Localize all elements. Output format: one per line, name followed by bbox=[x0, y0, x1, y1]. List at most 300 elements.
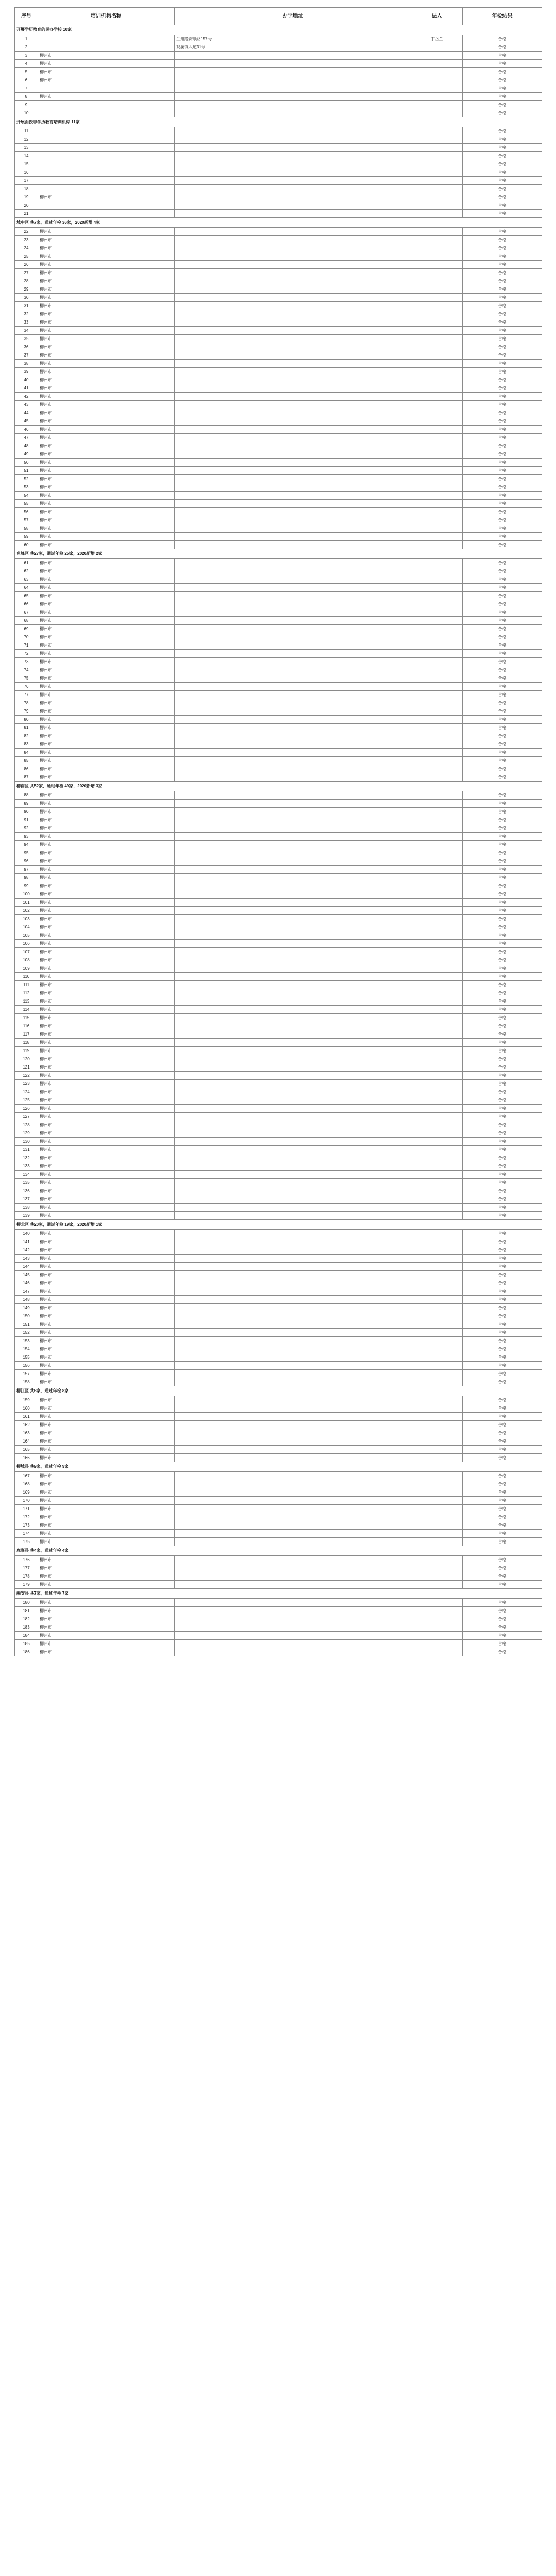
inspection-result: 合格 bbox=[463, 84, 542, 93]
org-address bbox=[175, 417, 411, 426]
org-address bbox=[175, 360, 411, 368]
row-number: 13 bbox=[15, 144, 38, 152]
inspection-result: 合格 bbox=[463, 160, 542, 168]
legal-person bbox=[411, 641, 463, 650]
org-name: 柳州市 bbox=[38, 310, 175, 318]
org-name: 柳州市 bbox=[38, 1271, 175, 1279]
inspection-result: 合格 bbox=[463, 1204, 542, 1212]
org-address bbox=[175, 1179, 411, 1187]
row-number: 78 bbox=[15, 699, 38, 707]
row-number: 21 bbox=[15, 210, 38, 218]
inspection-result: 合格 bbox=[463, 1088, 542, 1096]
org-name: 柳州市 bbox=[38, 956, 175, 964]
org-name: 柳州市 bbox=[38, 1138, 175, 1146]
org-address bbox=[175, 533, 411, 541]
row-number: 103 bbox=[15, 915, 38, 923]
org-name: 柳州市 bbox=[38, 261, 175, 269]
inspection-result: 合格 bbox=[463, 1648, 542, 1656]
legal-person bbox=[411, 625, 463, 633]
inspection-result: 合格 bbox=[463, 168, 542, 177]
legal-person bbox=[411, 1088, 463, 1096]
row-number: 105 bbox=[15, 931, 38, 940]
org-name: 柳州市 bbox=[38, 915, 175, 923]
legal-person bbox=[411, 500, 463, 508]
inspection-result: 合格 bbox=[463, 866, 542, 874]
legal-person bbox=[411, 1146, 463, 1154]
table-row bbox=[15, 252, 542, 261]
row-number: 165 bbox=[15, 1446, 38, 1454]
org-address bbox=[175, 882, 411, 890]
org-name: 柳州市 bbox=[38, 475, 175, 483]
row-number: 104 bbox=[15, 923, 38, 931]
legal-person bbox=[411, 541, 463, 549]
table-row bbox=[15, 1480, 542, 1488]
row-number: 35 bbox=[15, 335, 38, 343]
org-name: 柳州市 bbox=[38, 617, 175, 625]
org-address bbox=[175, 699, 411, 707]
inspection-result: 合格 bbox=[463, 600, 542, 608]
row-number: 178 bbox=[15, 1572, 38, 1581]
table-row bbox=[15, 524, 542, 533]
legal-person bbox=[411, 791, 463, 800]
inspection-result: 合格 bbox=[463, 500, 542, 508]
inspection-result: 合格 bbox=[463, 1187, 542, 1195]
row-number: 97 bbox=[15, 866, 38, 874]
table-row bbox=[15, 874, 542, 882]
legal-person bbox=[411, 1279, 463, 1287]
legal-person bbox=[411, 866, 463, 874]
legal-person bbox=[411, 724, 463, 732]
table-row bbox=[15, 1279, 542, 1287]
table-row bbox=[15, 824, 542, 833]
legal-person bbox=[411, 1538, 463, 1546]
table-row bbox=[15, 658, 542, 666]
org-address bbox=[175, 567, 411, 575]
org-name: 柳州市 bbox=[38, 1030, 175, 1039]
table-row bbox=[15, 1337, 542, 1345]
org-name: 柳州市 bbox=[38, 716, 175, 724]
inspection-result: 合格 bbox=[463, 228, 542, 236]
table-row bbox=[15, 360, 542, 368]
table-row bbox=[15, 1047, 542, 1055]
org-name: 柳州市 bbox=[38, 1279, 175, 1287]
inspection-result: 合格 bbox=[463, 559, 542, 567]
org-address bbox=[175, 1212, 411, 1220]
table-row bbox=[15, 931, 542, 940]
org-name: 柳州市 bbox=[38, 1006, 175, 1014]
org-address bbox=[175, 127, 411, 135]
org-address bbox=[175, 841, 411, 849]
org-address bbox=[175, 584, 411, 592]
legal-person bbox=[411, 1195, 463, 1204]
legal-person bbox=[411, 475, 463, 483]
table-row bbox=[15, 244, 542, 252]
legal-person bbox=[411, 1472, 463, 1480]
org-address bbox=[175, 152, 411, 160]
org-address bbox=[175, 269, 411, 277]
section-title: 柳南区 共52家，通过年检 49家，2020新增 3家 bbox=[15, 782, 542, 791]
row-number: 84 bbox=[15, 749, 38, 757]
inspection-result: 合格 bbox=[463, 1480, 542, 1488]
org-address bbox=[175, 343, 411, 351]
org-address bbox=[175, 1072, 411, 1080]
legal-person bbox=[411, 152, 463, 160]
row-number: 126 bbox=[15, 1105, 38, 1113]
row-number: 56 bbox=[15, 508, 38, 516]
org-name: 柳州市 bbox=[38, 1480, 175, 1488]
row-number: 142 bbox=[15, 1246, 38, 1255]
legal-person bbox=[411, 68, 463, 76]
inspection-result: 合格 bbox=[463, 907, 542, 915]
org-name: 柳州市 bbox=[38, 866, 175, 874]
inspection-result: 合格 bbox=[463, 318, 542, 327]
row-number: 62 bbox=[15, 567, 38, 575]
inspection-result: 合格 bbox=[463, 1030, 542, 1039]
org-address bbox=[175, 1146, 411, 1154]
inspection-result: 合格 bbox=[463, 1006, 542, 1014]
org-name: 柳州市 bbox=[38, 791, 175, 800]
org-name: 柳州市 bbox=[38, 674, 175, 683]
inspection-result: 合格 bbox=[463, 269, 542, 277]
row-number: 139 bbox=[15, 1212, 38, 1220]
legal-person bbox=[411, 749, 463, 757]
inspection-result: 合格 bbox=[463, 1154, 542, 1162]
org-name bbox=[38, 101, 175, 109]
table-row bbox=[15, 964, 542, 973]
org-name: 柳州市 bbox=[38, 765, 175, 773]
header-seq: 序号 bbox=[15, 8, 38, 25]
legal-person bbox=[411, 1006, 463, 1014]
row-number: 152 bbox=[15, 1329, 38, 1337]
section-title: 柳江区 共8家，通过年检 8家 bbox=[15, 1386, 542, 1396]
inspection-result: 合格 bbox=[463, 732, 542, 740]
org-address bbox=[175, 1454, 411, 1462]
inspection-result: 合格 bbox=[463, 261, 542, 269]
inspection-result: 合格 bbox=[463, 1287, 542, 1296]
table-row bbox=[15, 35, 542, 43]
legal-person bbox=[411, 1345, 463, 1353]
table-row bbox=[15, 1329, 542, 1337]
row-number: 52 bbox=[15, 475, 38, 483]
table-row bbox=[15, 1014, 542, 1022]
legal-person bbox=[411, 450, 463, 459]
legal-person bbox=[411, 144, 463, 152]
inspection-result: 合格 bbox=[463, 343, 542, 351]
row-number: 61 bbox=[15, 559, 38, 567]
org-name: 柳州市 bbox=[38, 1556, 175, 1564]
inspection-result: 合格 bbox=[463, 177, 542, 185]
table-row bbox=[15, 351, 542, 360]
inspection-result: 合格 bbox=[463, 401, 542, 409]
legal-person bbox=[411, 52, 463, 60]
table-row bbox=[15, 866, 542, 874]
inspection-result: 合格 bbox=[463, 674, 542, 683]
org-name: 柳州市 bbox=[38, 1195, 175, 1204]
section-row bbox=[15, 117, 542, 127]
inspection-result: 合格 bbox=[463, 135, 542, 144]
legal-person bbox=[411, 442, 463, 450]
inspection-result: 合格 bbox=[463, 1047, 542, 1055]
legal-person bbox=[411, 890, 463, 899]
org-name: 柳州市 bbox=[38, 360, 175, 368]
org-name: 柳州市 bbox=[38, 666, 175, 674]
table-row bbox=[15, 508, 542, 516]
inspection-result: 合格 bbox=[463, 508, 542, 516]
org-name: 柳州市 bbox=[38, 1246, 175, 1255]
inspection-result: 合格 bbox=[463, 1063, 542, 1072]
legal-person bbox=[411, 658, 463, 666]
row-number: 91 bbox=[15, 816, 38, 824]
inspection-result: 合格 bbox=[463, 1488, 542, 1497]
legal-person bbox=[411, 1212, 463, 1220]
legal-person bbox=[411, 343, 463, 351]
inspection-result: 合格 bbox=[463, 1312, 542, 1320]
legal-person bbox=[411, 567, 463, 575]
org-address bbox=[175, 1353, 411, 1362]
org-name: 柳州市 bbox=[38, 833, 175, 841]
legal-person bbox=[411, 1530, 463, 1538]
inspection-table bbox=[14, 7, 542, 1656]
row-number: 82 bbox=[15, 732, 38, 740]
org-name: 柳州市 bbox=[38, 964, 175, 973]
row-number: 50 bbox=[15, 459, 38, 467]
table-row bbox=[15, 1030, 542, 1039]
row-number: 73 bbox=[15, 658, 38, 666]
org-name: 柳州市 bbox=[38, 567, 175, 575]
table-row bbox=[15, 833, 542, 841]
org-name: 柳州市 bbox=[38, 1446, 175, 1454]
inspection-result: 合格 bbox=[463, 459, 542, 467]
legal-person bbox=[411, 384, 463, 393]
legal-person bbox=[411, 1505, 463, 1513]
table-row bbox=[15, 434, 542, 442]
org-address bbox=[175, 335, 411, 343]
row-number: 86 bbox=[15, 765, 38, 773]
legal-person bbox=[411, 841, 463, 849]
inspection-result: 合格 bbox=[463, 1640, 542, 1648]
org-address bbox=[175, 724, 411, 732]
row-number: 128 bbox=[15, 1121, 38, 1129]
inspection-result: 合格 bbox=[463, 956, 542, 964]
row-number: 118 bbox=[15, 1039, 38, 1047]
org-address bbox=[175, 1370, 411, 1378]
row-number: 89 bbox=[15, 800, 38, 808]
org-name: 柳州市 bbox=[38, 882, 175, 890]
inspection-result: 合格 bbox=[463, 101, 542, 109]
table-row bbox=[15, 666, 542, 674]
org-name: 柳州市 bbox=[38, 1320, 175, 1329]
inspection-result: 合格 bbox=[463, 1246, 542, 1255]
row-number: 22 bbox=[15, 228, 38, 236]
legal-person bbox=[411, 617, 463, 625]
legal-person bbox=[411, 1263, 463, 1271]
table-row bbox=[15, 1572, 542, 1581]
row-number: 159 bbox=[15, 1396, 38, 1404]
org-name: 柳州市 bbox=[38, 1212, 175, 1220]
org-address bbox=[175, 60, 411, 68]
row-number: 11 bbox=[15, 127, 38, 135]
org-name: 柳州市 bbox=[38, 1599, 175, 1607]
org-address bbox=[175, 1271, 411, 1279]
table-row bbox=[15, 1421, 542, 1429]
legal-person bbox=[411, 1255, 463, 1263]
row-number: 93 bbox=[15, 833, 38, 841]
table-row bbox=[15, 567, 542, 575]
table-row bbox=[15, 691, 542, 699]
table-row bbox=[15, 177, 542, 185]
org-name: 柳州市 bbox=[38, 1304, 175, 1312]
table-row bbox=[15, 1615, 542, 1623]
table-row bbox=[15, 1230, 542, 1238]
table-row bbox=[15, 1378, 542, 1386]
table-row bbox=[15, 1063, 542, 1072]
inspection-result: 合格 bbox=[463, 757, 542, 765]
org-address bbox=[175, 302, 411, 310]
org-address bbox=[175, 168, 411, 177]
section-row bbox=[15, 1220, 542, 1230]
row-number: 85 bbox=[15, 757, 38, 765]
org-address bbox=[175, 160, 411, 168]
table-row bbox=[15, 1538, 542, 1546]
org-name: 柳州市 bbox=[38, 368, 175, 376]
org-name bbox=[38, 109, 175, 117]
org-address bbox=[175, 1113, 411, 1121]
row-number: 15 bbox=[15, 160, 38, 168]
table-row bbox=[15, 948, 542, 956]
row-number: 134 bbox=[15, 1171, 38, 1179]
legal-person bbox=[411, 1320, 463, 1329]
org-name: 柳州市 bbox=[38, 1648, 175, 1656]
org-name: 柳州市 bbox=[38, 294, 175, 302]
inspection-result: 合格 bbox=[463, 973, 542, 981]
table-row bbox=[15, 1370, 542, 1378]
org-name: 柳州市 bbox=[38, 1121, 175, 1129]
table-row bbox=[15, 1312, 542, 1320]
org-address bbox=[175, 1497, 411, 1505]
org-address bbox=[175, 109, 411, 117]
org-name: 柳州市 bbox=[38, 707, 175, 716]
org-name: 柳州市 bbox=[38, 302, 175, 310]
org-address bbox=[175, 1230, 411, 1238]
org-name: 柳州市 bbox=[38, 1521, 175, 1530]
org-address bbox=[175, 277, 411, 285]
legal-person bbox=[411, 757, 463, 765]
section-row bbox=[15, 1462, 542, 1472]
table-row bbox=[15, 52, 542, 60]
inspection-result: 合格 bbox=[463, 252, 542, 261]
org-name: 柳州市 bbox=[38, 277, 175, 285]
org-name: 柳州市 bbox=[38, 467, 175, 475]
table-row bbox=[15, 160, 542, 168]
org-name: 柳州市 bbox=[38, 699, 175, 707]
legal-person bbox=[411, 849, 463, 857]
table-row bbox=[15, 1263, 542, 1271]
org-address bbox=[175, 135, 411, 144]
row-number: 130 bbox=[15, 1138, 38, 1146]
table-row bbox=[15, 144, 542, 152]
inspection-result: 合格 bbox=[463, 68, 542, 76]
row-number: 32 bbox=[15, 310, 38, 318]
org-address bbox=[175, 866, 411, 874]
legal-person bbox=[411, 1607, 463, 1615]
inspection-result: 合格 bbox=[463, 1113, 542, 1121]
table-row bbox=[15, 625, 542, 633]
org-address bbox=[175, 1121, 411, 1129]
legal-person bbox=[411, 1497, 463, 1505]
inspection-result: 合格 bbox=[463, 899, 542, 907]
inspection-result: 合格 bbox=[463, 716, 542, 724]
row-number: 69 bbox=[15, 625, 38, 633]
legal-person bbox=[411, 60, 463, 68]
org-address bbox=[175, 1581, 411, 1589]
org-address bbox=[175, 1513, 411, 1521]
row-number: 66 bbox=[15, 600, 38, 608]
org-address bbox=[175, 1014, 411, 1022]
row-number: 42 bbox=[15, 393, 38, 401]
org-name: 柳州市 bbox=[38, 907, 175, 915]
inspection-result: 合格 bbox=[463, 1362, 542, 1370]
org-address bbox=[175, 450, 411, 459]
org-address bbox=[175, 666, 411, 674]
row-number: 149 bbox=[15, 1304, 38, 1312]
org-address bbox=[175, 459, 411, 467]
org-name: 柳州市 bbox=[38, 1632, 175, 1640]
legal-person bbox=[411, 765, 463, 773]
org-name: 柳州市 bbox=[38, 559, 175, 567]
section-row bbox=[15, 1589, 542, 1599]
org-name: 柳州市 bbox=[38, 973, 175, 981]
row-number: 68 bbox=[15, 617, 38, 625]
table-row bbox=[15, 1320, 542, 1329]
table-row bbox=[15, 1505, 542, 1513]
org-address bbox=[175, 1413, 411, 1421]
inspection-result: 合格 bbox=[463, 310, 542, 318]
legal-person bbox=[411, 1404, 463, 1413]
row-number: 41 bbox=[15, 384, 38, 393]
row-number: 81 bbox=[15, 724, 38, 732]
org-name: 柳州市 bbox=[38, 849, 175, 857]
table-row bbox=[15, 1212, 542, 1220]
org-name: 柳州市 bbox=[38, 1113, 175, 1121]
org-address bbox=[175, 1039, 411, 1047]
table-row bbox=[15, 236, 542, 244]
inspection-result: 合格 bbox=[463, 43, 542, 52]
inspection-result: 合格 bbox=[463, 1607, 542, 1615]
org-name: 柳州市 bbox=[38, 1179, 175, 1187]
inspection-result: 合格 bbox=[463, 277, 542, 285]
row-number: 51 bbox=[15, 467, 38, 475]
row-number: 5 bbox=[15, 68, 38, 76]
table-row bbox=[15, 808, 542, 816]
table-row bbox=[15, 1088, 542, 1096]
org-address bbox=[175, 1607, 411, 1615]
org-name: 柳州市 bbox=[38, 899, 175, 907]
row-number: 95 bbox=[15, 849, 38, 857]
row-number: 102 bbox=[15, 907, 38, 915]
row-number: 18 bbox=[15, 185, 38, 193]
org-address bbox=[175, 849, 411, 857]
org-address bbox=[175, 52, 411, 60]
inspection-result: 合格 bbox=[463, 1304, 542, 1312]
inspection-result: 合格 bbox=[463, 467, 542, 475]
org-name: 柳州市 bbox=[38, 1055, 175, 1063]
org-address bbox=[175, 384, 411, 393]
org-name: 柳州市 bbox=[38, 641, 175, 650]
legal-person bbox=[411, 1362, 463, 1370]
legal-person bbox=[411, 84, 463, 93]
row-number: 46 bbox=[15, 426, 38, 434]
table-row bbox=[15, 1404, 542, 1413]
